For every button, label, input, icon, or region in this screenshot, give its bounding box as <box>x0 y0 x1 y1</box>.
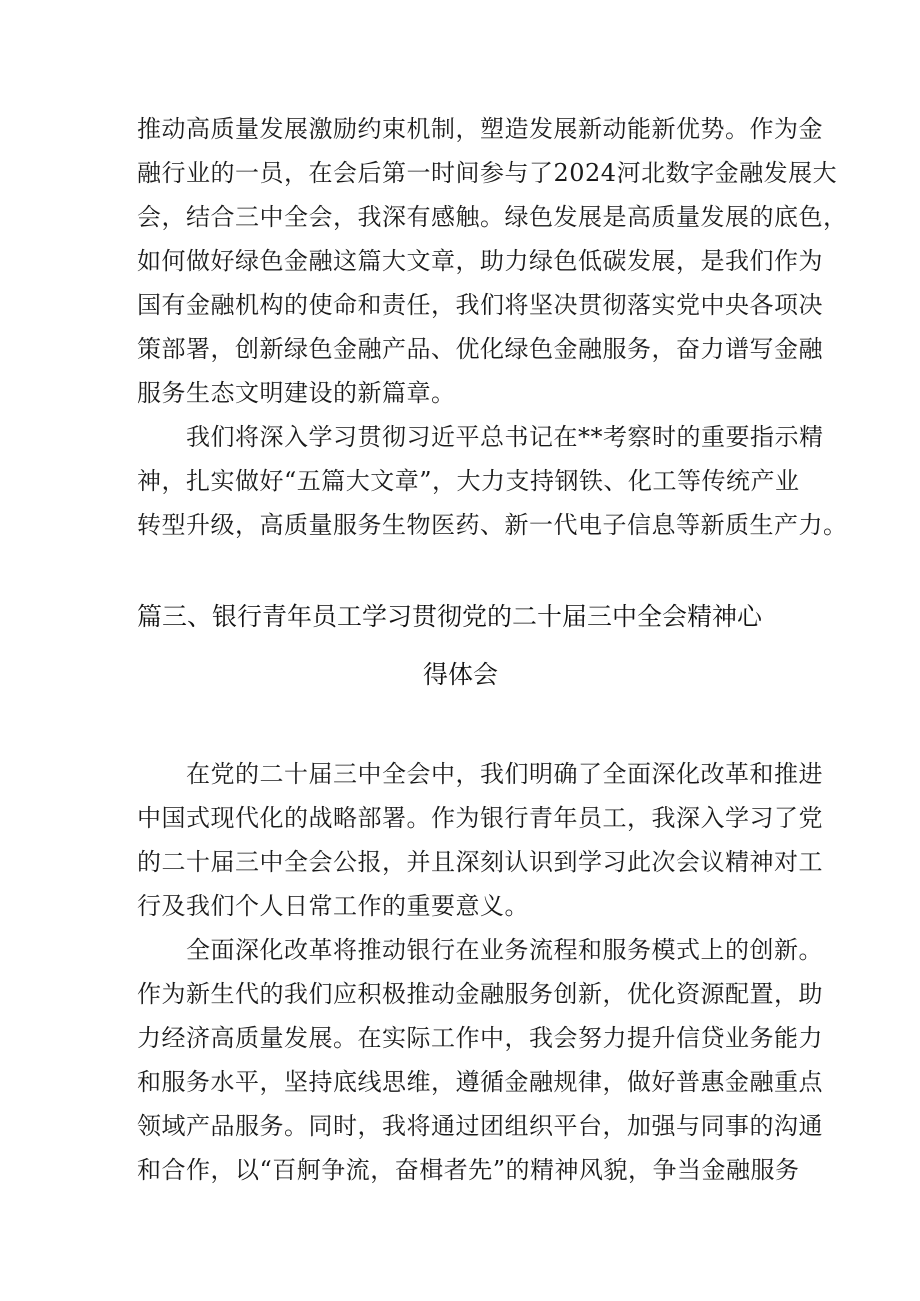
heading-line-2: 得体会 <box>423 660 499 689</box>
body-line: 如何做好绿色金融这篇大文章，助力绿色低碳发展，是我们作为 <box>137 247 823 275</box>
body-line: 我们将深入学习贯彻习近平总书记在**考察时的重要指示精 <box>137 423 824 451</box>
body-line: 行及我们个人日常工作的重要意义。 <box>137 892 529 920</box>
body-line: 的二十届三中全会公报，并且深刻认识到学习此次会议精神对工 <box>137 848 823 876</box>
body-line: 全面深化改革将推动银行在业务流程和服务模式上的创新。 <box>137 936 823 964</box>
heading-line-1: 篇三、银行青年员工学习贯彻党的二十届三中全会精神心 <box>137 602 763 631</box>
body-line: 转型升级，高质量服务生物医药、新一代电子信息等新质生产力。 <box>137 511 848 539</box>
body-line: 会，结合三中全会，我深有感触。绿色发展是高质量发展的底色， <box>137 203 848 231</box>
body-line: 国有金融机构的使命和责任，我们将坚决贯彻落实党中央各项决 <box>137 291 823 319</box>
body-line: 推动高质量发展激励约束机制，塑造发展新动能新优势。作为金 <box>137 115 823 143</box>
body-line: 策部署，创新绿色金融产品、优化绿色金融服务，奋力谱写金融 <box>137 335 823 363</box>
body-line: 神，扎实做好“五篇大文章”，大力支持钢铁、化工等传统产业 <box>137 467 800 495</box>
body-line: 力经济高质量发展。在实际工作中，我会努力提升信贷业务能力 <box>137 1024 823 1052</box>
body-line: 融行业的一员，在会后第一时间参与了2024河北数字金融发展大 <box>137 159 838 187</box>
body-line: 中国式现代化的战略部署。作为银行青年员工，我深入学习了党 <box>137 804 823 832</box>
body-line: 领域产品服务。同时，我将通过团组织平台，加强与同事的沟通 <box>137 1112 823 1140</box>
body-line: 和合作，以“百舸争流，奋楫者先”的精神风貌，争当金融服务 <box>137 1156 800 1184</box>
body-line: 在党的二十届三中全会中，我们明确了全面深化改革和推进 <box>137 760 823 788</box>
body-line: 和服务水平，坚持底线思维，遵循金融规律，做好普惠金融重点 <box>137 1068 823 1096</box>
body-line: 作为新生代的我们应积极推动金融服务创新，优化资源配置，助 <box>137 980 823 1008</box>
body-line: 服务生态文明建设的新篇章。 <box>137 379 456 407</box>
